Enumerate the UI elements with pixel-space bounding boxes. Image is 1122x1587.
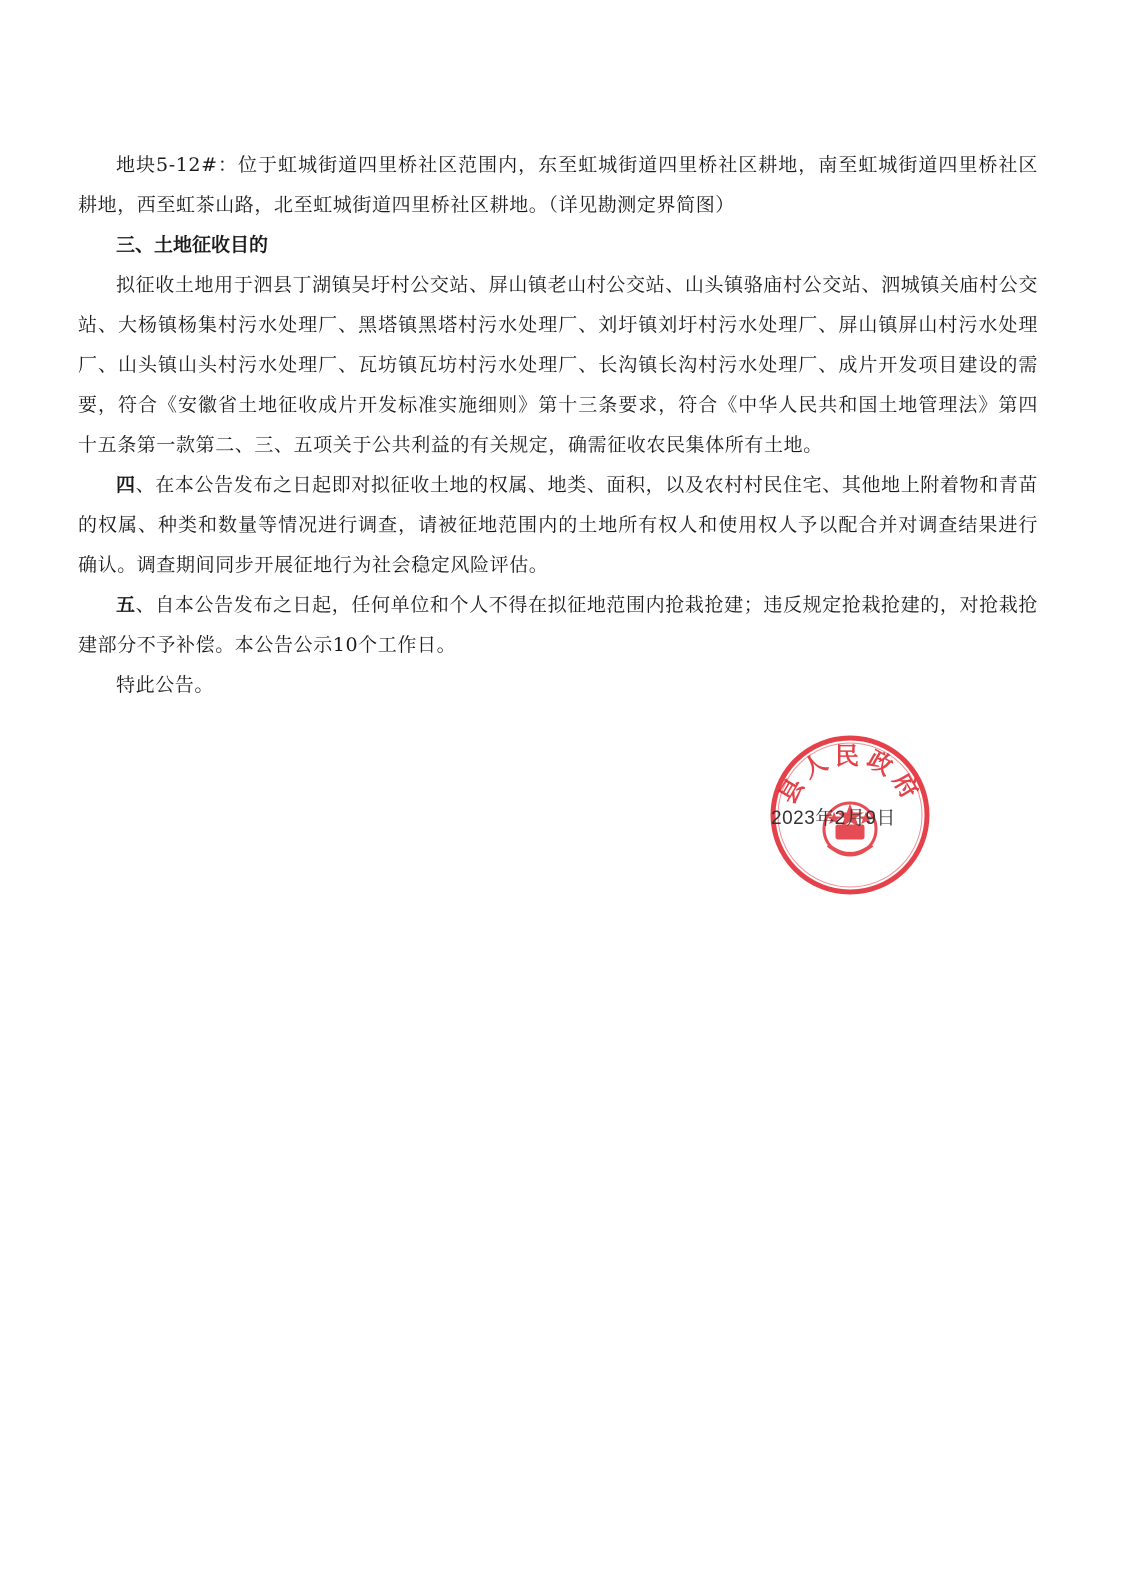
section-3-heading: 三、土地征收目的 [116,234,269,256]
section-3-paragraph: 拟征收土地用于泗县丁湖镇吴圩村公交站、屏山镇老山村公交站、山头镇骆庙村公交站、泗城镇关庙村公交站、大杨镇杨集村污水处理厂、黑塔镇黑塔村污水处理厂、刘圩镇刘圩村污水处理厂、屏山镇屏山村污水处理厂、山头镇山头村污水处理厂、瓦坊镇瓦坊村污水处理厂、长沟镇长沟村污水处理厂、成片开发项目建设的需要，符合《安徽省土地征收成片开发标准实施细则》第十三条要求，符合《中华人民共和国土地管理法》第四十五条第一款第二、三、五项关于公共利益的有关规定，确需征收农民集体所有土地。 [78,274,1038,456]
svg-text:县人民政府: 县人民政府 [773,741,927,809]
document-date: 2023年2月9日 [771,808,896,829]
closing-line: 特此公告。 [116,674,215,696]
section-5-paragraph [78,585,1038,665]
section-4-text: 、在本公告发布之日起即对拟征收土地的权属、地类、面积，以及农村村民住宅、其他地上附着物和青苗的权属、种类和数量等情况进行调查，请被征地范围内的土地所有权人和使用权人予以配合并对调查结果进行确认。调查期间同步开展征地行为社会稳定风险评估。 [78,474,1038,576]
section-4-paragraph [78,465,1038,585]
section-5-number: 五 [116,594,136,616]
section-4-number: 四 [116,474,136,496]
document-body [78,145,1038,705]
plot-description-paragraph: 地块5-12#：位于虹城街道四里桥社区范围内，东至虹城街道四里桥社区耕地，南至虹城街道四里桥社区耕地，西至虹茶山路，北至虹城街道四里桥社区耕地。（详见勘测定界简图） [78,154,1038,216]
section-5-text: 、自本公告发布之日起，任何单位和个人不得在拟征地范围内抢栽抢建；违反规定抢栽抢建的，对抢栽抢建部分不予补偿。本公告公示10个工作日。 [78,594,1038,656]
